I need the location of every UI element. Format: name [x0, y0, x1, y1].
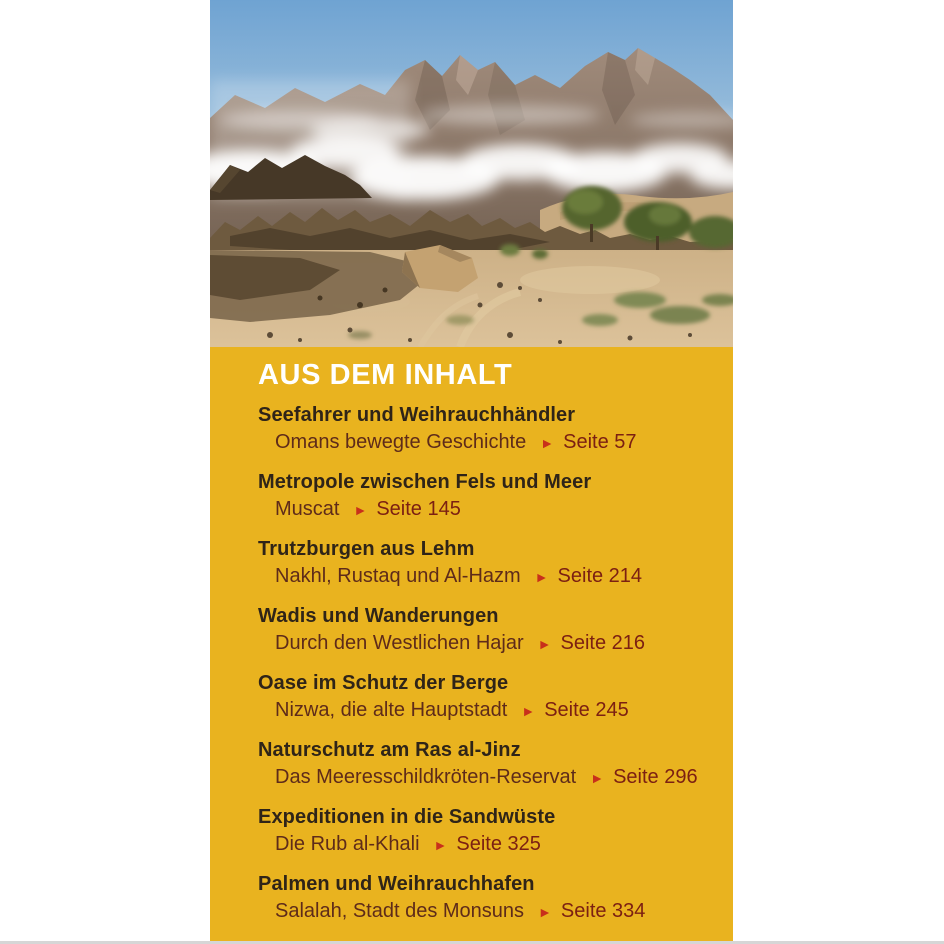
toc-entry [258, 672, 715, 721]
toc-entry [258, 538, 715, 587]
entry-subline [258, 566, 715, 587]
toc-entry [258, 873, 715, 922]
entry-title: Metropole zwischen Fels und Meer [258, 471, 592, 493]
entry-page-ref: Seite 296 [613, 766, 698, 788]
entry-title: Oase im Schutz der Berge [258, 672, 509, 694]
toc-heading: AUS DEM INHALT [258, 359, 513, 391]
arrow-right-icon: ► [534, 569, 549, 585]
entry-page-ref: Seite 145 [376, 498, 461, 520]
entry-subline [258, 499, 715, 520]
entry-title: Palmen und Weihrauchhafen [258, 873, 535, 895]
entry-subline [258, 901, 715, 922]
toc-entry [258, 404, 715, 453]
entry-page-ref: Seite 57 [563, 431, 637, 453]
entry-title: Wadis und Wanderungen [258, 605, 499, 627]
arrow-right-icon: ► [538, 904, 552, 920]
entry-subline [258, 633, 715, 654]
entry-subtitle: Muscat [275, 498, 340, 520]
arrow-right-icon: ► [353, 502, 368, 518]
entry-subline [258, 834, 715, 855]
toc-entry [258, 739, 715, 788]
entry-page-ref: Seite 216 [560, 632, 646, 654]
entry-subtitle: Omans bewegte Geschichte [275, 431, 527, 453]
entry-subline [258, 432, 715, 453]
toc-entry [258, 605, 715, 654]
arrow-right-icon: ► [590, 770, 605, 786]
toc-entries [258, 404, 715, 922]
toc-panel [210, 347, 733, 944]
arrow-right-icon: ► [540, 435, 555, 451]
entry-title: Trutzburgen aus Lehm [258, 538, 475, 560]
entry-title: Naturschutz am Ras al-Jinz [258, 739, 521, 761]
entry-subline [258, 700, 715, 721]
entry-page-ref: Seite 245 [544, 699, 629, 721]
toc-entry [258, 806, 715, 855]
entry-subtitle: Salalah, Stadt des Monsuns [275, 900, 525, 922]
toc-entry [258, 471, 715, 520]
landscape-photo [210, 0, 733, 347]
entry-subtitle: Nakhl, Rustaq und Al-Hazm [275, 565, 521, 587]
entry-title: Seefahrer und Weihrauchhändler [258, 404, 576, 426]
entry-subtitle: Nizwa, die alte Hauptstadt [275, 699, 508, 721]
arrow-right-icon: ► [521, 703, 536, 719]
entry-subtitle: Die Rub al-Khali [275, 833, 420, 855]
arrow-right-icon: ► [433, 837, 448, 853]
content-column [210, 0, 733, 944]
entry-subline [258, 767, 715, 788]
entry-subtitle: Das Meeresschildkröten-Reservat [275, 766, 577, 788]
entry-page-ref: Seite 334 [560, 900, 646, 922]
entry-page-ref: Seite 325 [456, 833, 541, 855]
entry-page-ref: Seite 214 [557, 565, 643, 587]
entry-subtitle: Durch den Westlichen Hajar [275, 632, 524, 654]
arrow-right-icon: ► [537, 636, 552, 652]
entry-title: Expeditionen in die Sandwüste [258, 806, 556, 828]
